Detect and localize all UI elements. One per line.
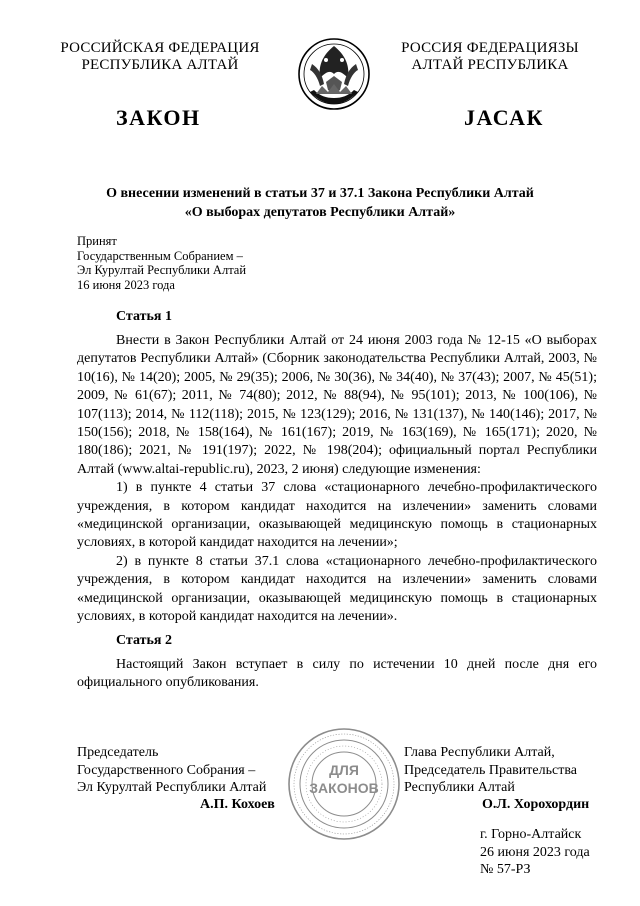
signature-right-name: О.Л. Хорохордин <box>482 797 590 812</box>
article1-intro: Внести в Закон Республики Алтай от 24 июня 2003 года № 12-15 «О выборах депутатов Республики Алтай» (Сборник законодательства Республики Алтай, 2003, № 10(16), № 14(20); 2005, № 29(35); 2006, № 30(36), № 34(40), № 37(43); 2007, № 45(51); 2009, № 61(67); 2011, № 74(80); 2012, № 88(94), № 95(101); 2013, № 100(106), № 107(113); 2014, № 112(118); 2015, № 123(129); 2016, № 131(137), № 140(146); 2017, № 150(156); 2018, № 158(164), № 161(167); 2019, № 163(169), № 165(171); 2020, № 180(186); 2021, № 191(197); 2022, № 198(204); официальный портал Республики Алтай (www.altai-republic.ru), 2023, 2 июня) следующие изменения: <box>77 333 597 477</box>
signature-left-line1: Председатель <box>77 745 159 760</box>
stamp-line1: ДЛЯ <box>329 762 359 778</box>
article2-body <box>77 656 597 693</box>
article2-text: Настоящий Закон вступает в силу по истечении 10 дней после дня его официального опубликования. <box>77 657 597 691</box>
signature-left <box>77 744 297 797</box>
adopted-block <box>77 234 327 292</box>
header-right-line2: АЛТАЙ РЕСПУБЛИКА <box>411 57 569 73</box>
header-left <box>40 40 280 74</box>
signature-left-line3: Эл Курултай Республики Алтай <box>77 780 267 795</box>
law-title-alt: ЈАСАК <box>464 105 544 130</box>
document-title-line1: О внесении изменений в статьи 37 и 37.1 Закона Республики Алтай <box>106 186 534 201</box>
document-title <box>0 184 640 222</box>
law-title-ru: ЗАКОН <box>116 105 201 130</box>
article2-heading: Статья 2 <box>116 633 172 648</box>
signature-right <box>404 744 614 797</box>
article1-item1: 1) в пункте 4 статьи 37 слова «стационарного лечебно-профилактического учреждения, в котором кандидат находится на излечении» заменить словами «медицинской организации, оказывающей медицинскую помощь в стационарных условиях, в которой кандидат находится на лечении»; <box>77 480 597 551</box>
footer-number: № 57-РЗ <box>480 862 531 877</box>
coat-of-arms-emblem <box>296 34 372 114</box>
footer-date: 26 июня 2023 года <box>480 844 590 860</box>
article1-heading: Статья 1 <box>116 309 172 324</box>
header-left-line2: РЕСПУБЛИКА АЛТАЙ <box>81 57 239 73</box>
header-left-line1: РОССИЙСКАЯ ФЕДЕРАЦИЯ <box>60 40 260 56</box>
article1-body <box>77 332 597 627</box>
footer-place: г. Горно-Алтайск <box>480 827 582 842</box>
header-right-line1: РОССИЯ ФЕДЕРАЦИЯЗЫ <box>401 40 579 56</box>
signature-right-line3: Республики Алтай <box>404 780 515 795</box>
adopted-line2: Государственным Собранием – <box>77 248 243 263</box>
signature-left-line2: Государственного Собрания – <box>77 762 256 778</box>
adopted-line3: Эл Курултай Республики Алтай <box>77 263 247 277</box>
stamp-line2: ЗАКОНОВ <box>309 780 379 796</box>
article1-item2: 2) в пункте 8 статьи 37.1 слова «стационарного лечебно-профилактического учреждения, в котором кандидат находится на излечении» заменить словами «медицинской организации, оказывающей медицинскую помощь в стационарных условиях, в которой кандидат находится на лечении». <box>77 553 597 625</box>
footer-block <box>480 826 630 879</box>
official-stamp <box>286 726 402 842</box>
document-title-line2: «О выборах депутатов Республики Алтай» <box>184 205 456 220</box>
emblem-icon <box>296 34 372 114</box>
adopted-line1: Принят <box>77 234 117 248</box>
signature-right-line1: Глава Республики Алтай, <box>404 745 555 760</box>
signature-right-line2: Председатель Правительства <box>404 762 577 778</box>
adopted-line4: 16 июня 2023 года <box>77 277 175 292</box>
signature-left-name: А.П. Кохоев <box>200 797 275 812</box>
header-right <box>370 40 610 74</box>
